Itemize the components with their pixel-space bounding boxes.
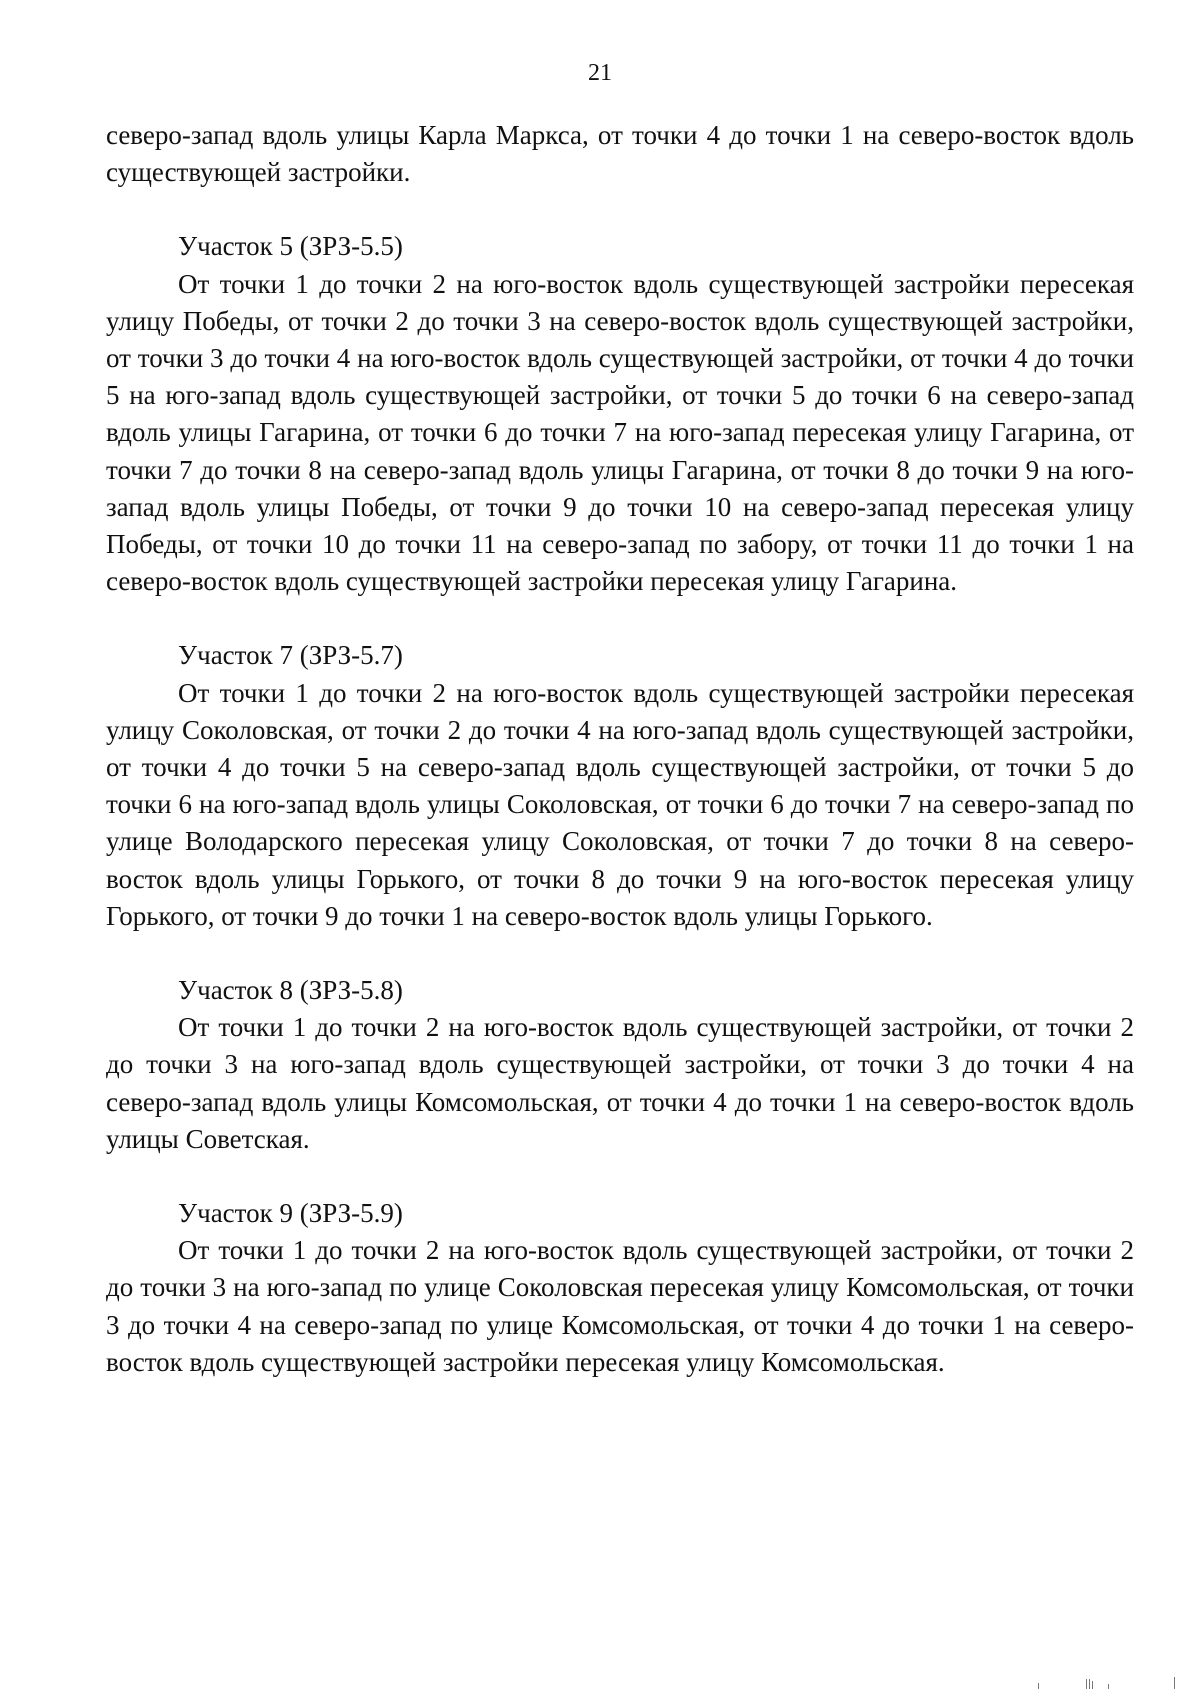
section-paragraph: От точки 1 до точки 2 на юго-восток вдоль существующей застройки пересекая улицу Победы, от точки 2 до точки 3 на северо-восток вдоль существующей застройки, от точки 3 до точки 4 на юго-восток вдоль существующей застройки, от точки 4 до точки 5 на юго-запад вдоль существующей застройки, от точки 5 до точки 6 на северо-запад вдоль улицы Гагарина, от точки 6 до точки 7 на юго-запад пересекая улицу Гагарина, от точки 7 до точки 8 на северо-запад вдоль улицы Гагарина, от точки 8 до точки 9 на юго-запад вдоль улицы Победы, от точки 9 до точки 10 на северо-запад пересекая улицу Победы, от точки 10 до точки 11 на северо-запад по забору, от точки 11 до точки 1 на северо-восток вдоль существующей застройки пересекая улицу Гагарина. [106, 268, 1134, 597]
paragraph-gap [106, 1158, 1134, 1195]
section-uchastok-7 [106, 637, 1134, 935]
section-paragraph: От точки 1 до точки 2 на юго-восток вдоль существующей застройки, от точки 2 до точки 3 на юго-запад вдоль существующей застройки, от точки 3 до точки 4 на северо-запад вдоль улицы Комсомольская, от точки 4 до точки 1 на северо-восток вдоль улицы Советская. [106, 1012, 1134, 1154]
paragraph-gap [106, 935, 1134, 972]
page-number: 21 [588, 60, 612, 86]
paragraph-gap [106, 191, 1134, 228]
scan-artifact-marks [1038, 1675, 1178, 1689]
paragraph-gap [106, 600, 1134, 637]
section-heading: Участок 7 (ЗРЗ-5.7) [178, 640, 403, 671]
section-heading: Участок 8 (ЗРЗ-5.8) [178, 975, 403, 1006]
section-paragraph: От точки 1 до точки 2 на юго-восток вдоль существующей застройки пересекая улицу Соколовская, от точки 2 до точки 4 на юго-запад вдоль существующей застройки, от точки 4 до точки 5 на северо-запад вдоль существующей застройки, от точки 5 до точки 6 на юго-запад вдоль улицы Соколовская, от точки 6 до точки 7 на северо-запад по улице Володарского пересекая улицу Соколовская, от точки 7 до точки 8 на северо-восток вдоль улицы Горького, от точки 8 до точки 9 на юго-восток пересекая улицу Горького, от точки 9 до точки 1 на северо-восток вдоль улицы Горького. [106, 677, 1134, 931]
section-uchastok-9 [106, 1195, 1134, 1381]
section-uchastok-8 [106, 972, 1134, 1158]
section-paragraph: От точки 1 до точки 2 на юго-восток вдоль существующей застройки, от точки 2 до точки 3 на юго-запад по улице Соколовская пересекая улицу Комсомольская, от точки 3 до точки 4 на северо-запад по улице Комсомольская, от точки 4 до точки 1 на северо-восток вдоль существующей застройки пересекая улицу Комсомольская. [106, 1235, 1134, 1377]
intro-paragraph: северо-запад вдоль улицы Карла Маркса, от точки 4 до точки 1 на северо-восток вдоль существующей застройки. [106, 120, 1134, 188]
section-uchastok-5 [106, 228, 1134, 600]
document-body [106, 117, 1134, 1381]
section-heading: Участок 5 (ЗРЗ-5.5) [178, 231, 403, 262]
section-heading: Участок 9 (ЗРЗ-5.9) [178, 1198, 403, 1229]
